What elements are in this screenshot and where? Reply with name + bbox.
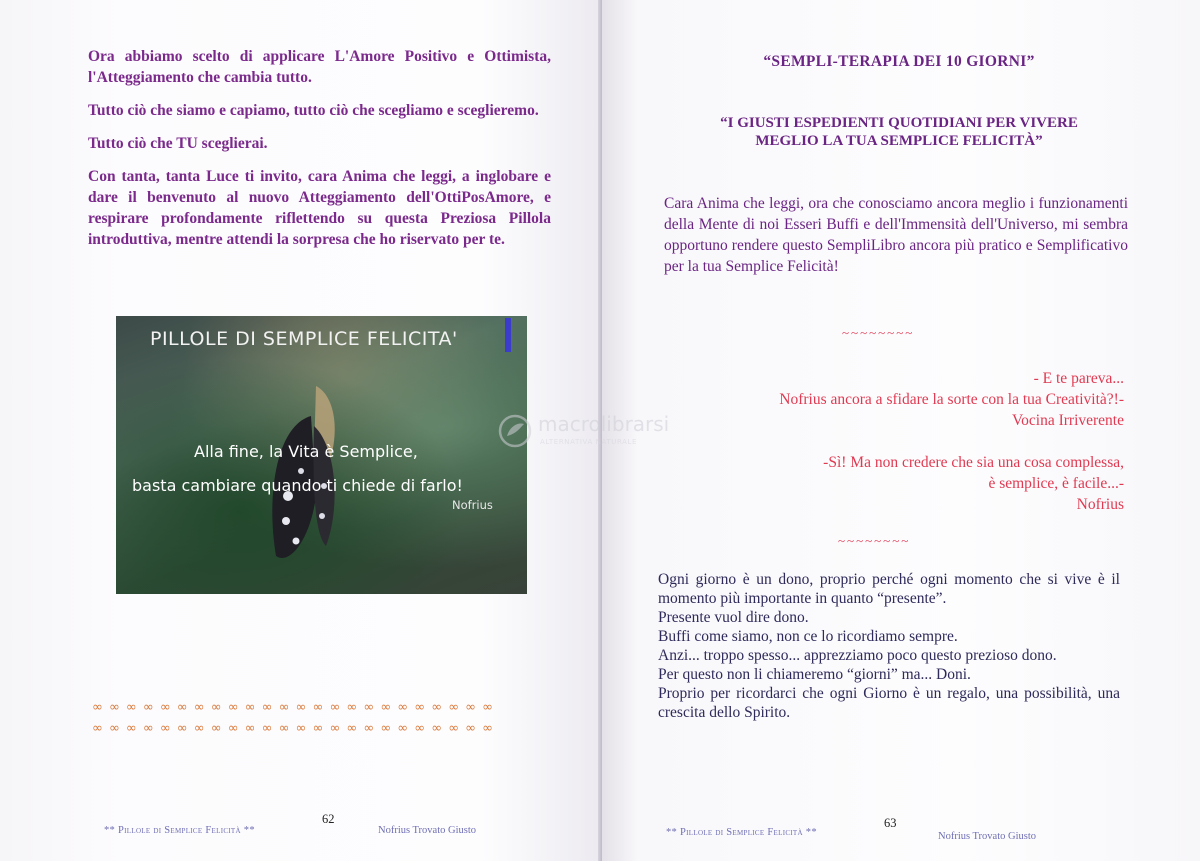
left-paragraph-1: Ora abbiamo scelto di applicare L'Amore Positivo e Ottimista, l'Atteggiamento che cambia tutto.: [88, 48, 551, 86]
right-page-subtitle: [684, 114, 1114, 150]
left-footer-author: Nofrius Trovato Giusto: [378, 825, 477, 836]
pill-quote-line-1: Alla fine, la Vita è Semplice,: [194, 442, 418, 461]
body-line-1: Ogni giorno è un dono, proprio perché ogni momento che si vive è il momento più importante in quanto “presente”.: [658, 571, 1120, 607]
body-line-5: Per questo non li chiameremo “giorni” ma... Doni.: [658, 666, 971, 683]
subtitle-line-1: “I GIUSTI ESPEDIENTI QUOTIDIANI PER VIVERE: [720, 115, 1078, 131]
separator-2: ~~~~~~~~: [838, 533, 911, 548]
left-paragraph-4: Con tanta, tanta Luce ti invito, cara Anima che leggi, a inglobare e dare il benvenuto al nuovo Atteggiamento dell'OttiPosAmore, e respirare profondamente riflettendo su questa Preziosa Pillola introduttiva, mentre attendi la sorpresa che ho riservato per te.: [88, 168, 551, 248]
pill-image-accent-bar: [505, 318, 511, 352]
left-page-text: [88, 46, 551, 262]
body-line-4: Anzi... troppo spesso... apprezziamo poco questo prezioso dono.: [658, 647, 1057, 664]
left-footer-series: [104, 825, 255, 836]
subtitle-line-2: MEGLIO LA TUA SEMPLICE FELICITÀ”: [755, 133, 1043, 149]
left-footer-series-text: ** Pillole di Semplice Felicità **: [104, 825, 255, 836]
right-page: [602, 0, 1200, 861]
pill-quote-line-2: basta cambiare quando ti chiede di farlo!: [132, 476, 463, 495]
dialogue-quote-2: [704, 452, 1124, 515]
quote1-line-3: Vocina Irriverente: [1011, 412, 1124, 429]
watermark-tagline: ALTERNATIVA NATURALE: [540, 438, 638, 446]
right-page-number: 63: [884, 816, 897, 830]
right-footer-series-text: ** Pillole di Semplice Felicità **: [666, 827, 817, 838]
quote2-line-3: Nofrius: [1076, 496, 1124, 513]
body-line-2: Presente vuol dire dono.: [658, 609, 809, 626]
ornament-row-1: ∞ ∞ ∞ ∞ ∞ ∞ ∞ ∞ ∞ ∞ ∞ ∞ ∞ ∞ ∞ ∞ ∞ ∞ ∞ ∞ ∞ ∞ ∞ ∞: [92, 700, 494, 715]
pill-image: [116, 316, 527, 594]
left-paragraph-3: Tutto ciò che TU sceglierai.: [88, 135, 268, 152]
pill-quote-author: Nofrius: [452, 498, 493, 512]
quote1-line-2: Nofrius ancora a sfidare la sorte con la tua Creatività?!-: [779, 391, 1124, 408]
right-page-title: “SEMPLI-TERAPIA DEI 10 GIORNI”: [763, 53, 1035, 70]
watermark-name: macrolibrarsi: [538, 412, 670, 436]
left-paragraph-2: Tutto ciò che siamo e capiamo, tutto ciò che scegliamo e sceglieremo.: [88, 102, 539, 119]
quote2-line-1: -Sì! Ma non credere che sia una cosa complessa,: [823, 454, 1124, 471]
ornament-row-2: ∞ ∞ ∞ ∞ ∞ ∞ ∞ ∞ ∞ ∞ ∞ ∞ ∞ ∞ ∞ ∞ ∞ ∞ ∞ ∞ ∞ ∞ ∞ ∞: [92, 721, 494, 736]
quote1-line-1: - E te pareva...: [1033, 370, 1124, 387]
right-body-text: [658, 570, 1120, 722]
right-intro-paragraph: Cara Anima che leggi, ora che conosciamo ancora meglio i funzionamenti della Mente di noi Esseri Buffi e dell'Immensità dell'Universo, mi sembra opportuno rendere questo SempliLibro ancora più pratico e Semplificativo per la tua Semplice Felicità!: [664, 195, 1128, 275]
body-line-3: Buffi come siamo, non ce lo ricordiamo sempre.: [658, 628, 958, 645]
right-footer-author: Nofrius Trovato Giusto: [938, 831, 1037, 842]
quote2-line-2: è semplice, è facile...-: [988, 475, 1124, 492]
left-page-number: 62: [322, 812, 335, 826]
separator-1: ~~~~~~~~: [842, 325, 915, 340]
pill-image-title: PILLOLE DI SEMPLICE FELICITA': [150, 328, 458, 350]
right-footer-series: [666, 827, 817, 838]
dialogue-quote-1: [704, 368, 1124, 431]
body-line-6: Proprio per ricordarci che ogni Giorno è un regalo, una possibilità, una crescita dello Spirito.: [658, 685, 1120, 721]
